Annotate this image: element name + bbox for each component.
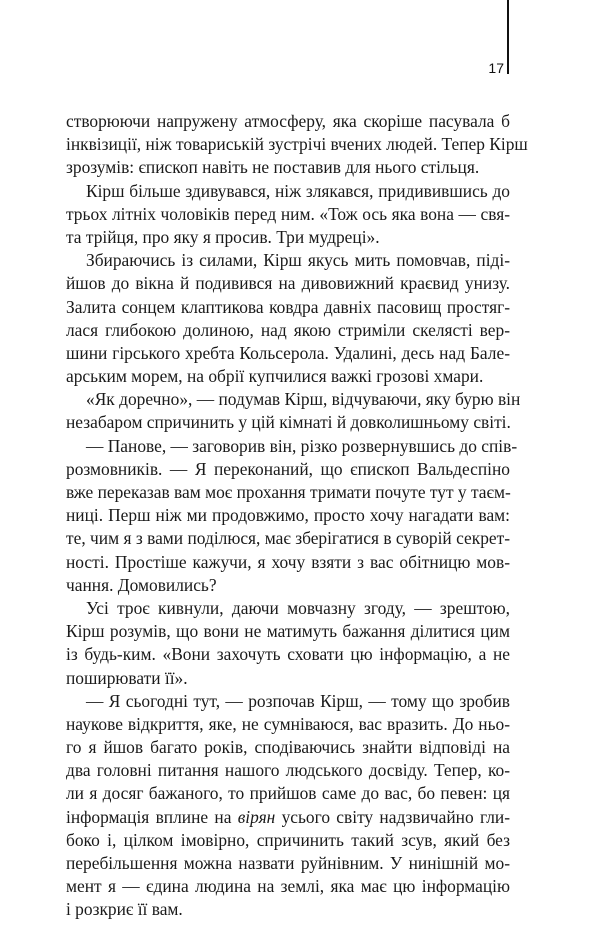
text-line: ниці. Перш ніж ми продовжимо, просто хочу нагадати вам: bbox=[66, 505, 510, 526]
text-line: поширювати її». bbox=[66, 667, 188, 688]
text-line: Кірш розумів, що вони не матимуть бажання ділитися цим bbox=[66, 621, 510, 642]
text-line: го я йшов багато років, сподіваючись знайти відповіді на bbox=[66, 737, 510, 758]
text-line: розмовників. — Я переконаний, що єпископ Вальдеспіно bbox=[66, 458, 510, 479]
text-line: зрозумів: єпископ навіть не поставив для нього стільця. bbox=[66, 157, 480, 178]
text-line: і розкриє її вам. bbox=[66, 899, 183, 920]
text-line: лася глибокою долиною, над якою стриміли скелясті вер- bbox=[66, 319, 510, 340]
text-line: два головні питання нашого людського досвіду. Тепер, ко- bbox=[66, 760, 510, 781]
text-line: створюючи напружену атмосферу, яка скоріше пасувала б bbox=[66, 111, 510, 131]
text-line: шини гірського хребта Кольсерола. Удалині, десь над Бале- bbox=[66, 342, 510, 363]
header-rule bbox=[507, 0, 509, 74]
text-line: боко і, цілком імовірно, спричинить такий зсув, який без bbox=[66, 829, 510, 850]
text-line: трьох літніх чоловіків перед ним. «Тож ось яка вона — свя- bbox=[66, 203, 510, 224]
text-line: та трійця, про яку я просив. Три мудреці». bbox=[66, 226, 380, 247]
text-line: ності. Простіше кажучи, я хочу взяти з вас обітницю мов- bbox=[66, 551, 510, 572]
text-line: Усі троє кивнули, даючи мовчазну згоду, — зрештою, bbox=[86, 597, 510, 618]
text-line: ли я досяг бажаного, то прийшов саме до вас, бо певен: ця bbox=[66, 783, 510, 804]
body-text bbox=[66, 110, 528, 922]
text-line: чання. Домовились? bbox=[66, 574, 217, 595]
text-line: незабаром спричинить у цій кімнаті й довколишньому світі. bbox=[66, 412, 511, 433]
text-segment: усього світу надзвичайно гли- bbox=[275, 806, 510, 827]
text-line: те, чим я з вами поділюся, має зберігатися в суворій секрет- bbox=[66, 528, 510, 549]
text-line: — Панове, — заговорив він, різко розвернувшись до спів- bbox=[86, 435, 518, 456]
text-line: наукове відкриття, яке, не сумніваюся, вас вразить. До ньо- bbox=[66, 713, 510, 734]
text-line: вже переказав вам моє прохання тримати почуте тут у таєм- bbox=[66, 482, 511, 502]
text-line: мент я — єдина людина на землі, яка має цю інформацію bbox=[66, 876, 510, 897]
text-line: інквізиції, ніж товариській зустрічі вчених людей. Тепер Кірш bbox=[66, 134, 528, 155]
text-line: із будь-ким. «Вони захочуть сховати цю інформацію, а не bbox=[66, 644, 510, 665]
text-line: — Я сьогодні тут, — розпочав Кірш, — тому що зробив bbox=[86, 690, 510, 711]
text-line: Кірш більше здивувався, ніж злякався, придивившись до bbox=[86, 180, 510, 201]
text-line-with-emphasis bbox=[66, 806, 510, 829]
text-segment: інформація вплине на bbox=[66, 806, 238, 827]
text-line: «Як доречно», — подумав Кірш, відчуваючи, яку бурю він bbox=[86, 389, 521, 410]
text-line: перебільшення можна назвати руйнівним. У нинішній мо- bbox=[66, 853, 510, 873]
page-number: 17 bbox=[488, 60, 504, 76]
text-line: йшов до вікна й подивився на дивовижний краєвид унизу. bbox=[66, 273, 510, 294]
emphasized-word: вірян bbox=[237, 806, 276, 827]
text-line: Збираючись із силами, Кірш якусь мить помовчав, піді- bbox=[86, 250, 510, 271]
text-line: арським морем, на обрії купчилися важкі грозові хмари. bbox=[66, 366, 484, 387]
text-line: Залита сонцем клаптикова ковдра давніх пасовищ простяг- bbox=[66, 296, 510, 317]
